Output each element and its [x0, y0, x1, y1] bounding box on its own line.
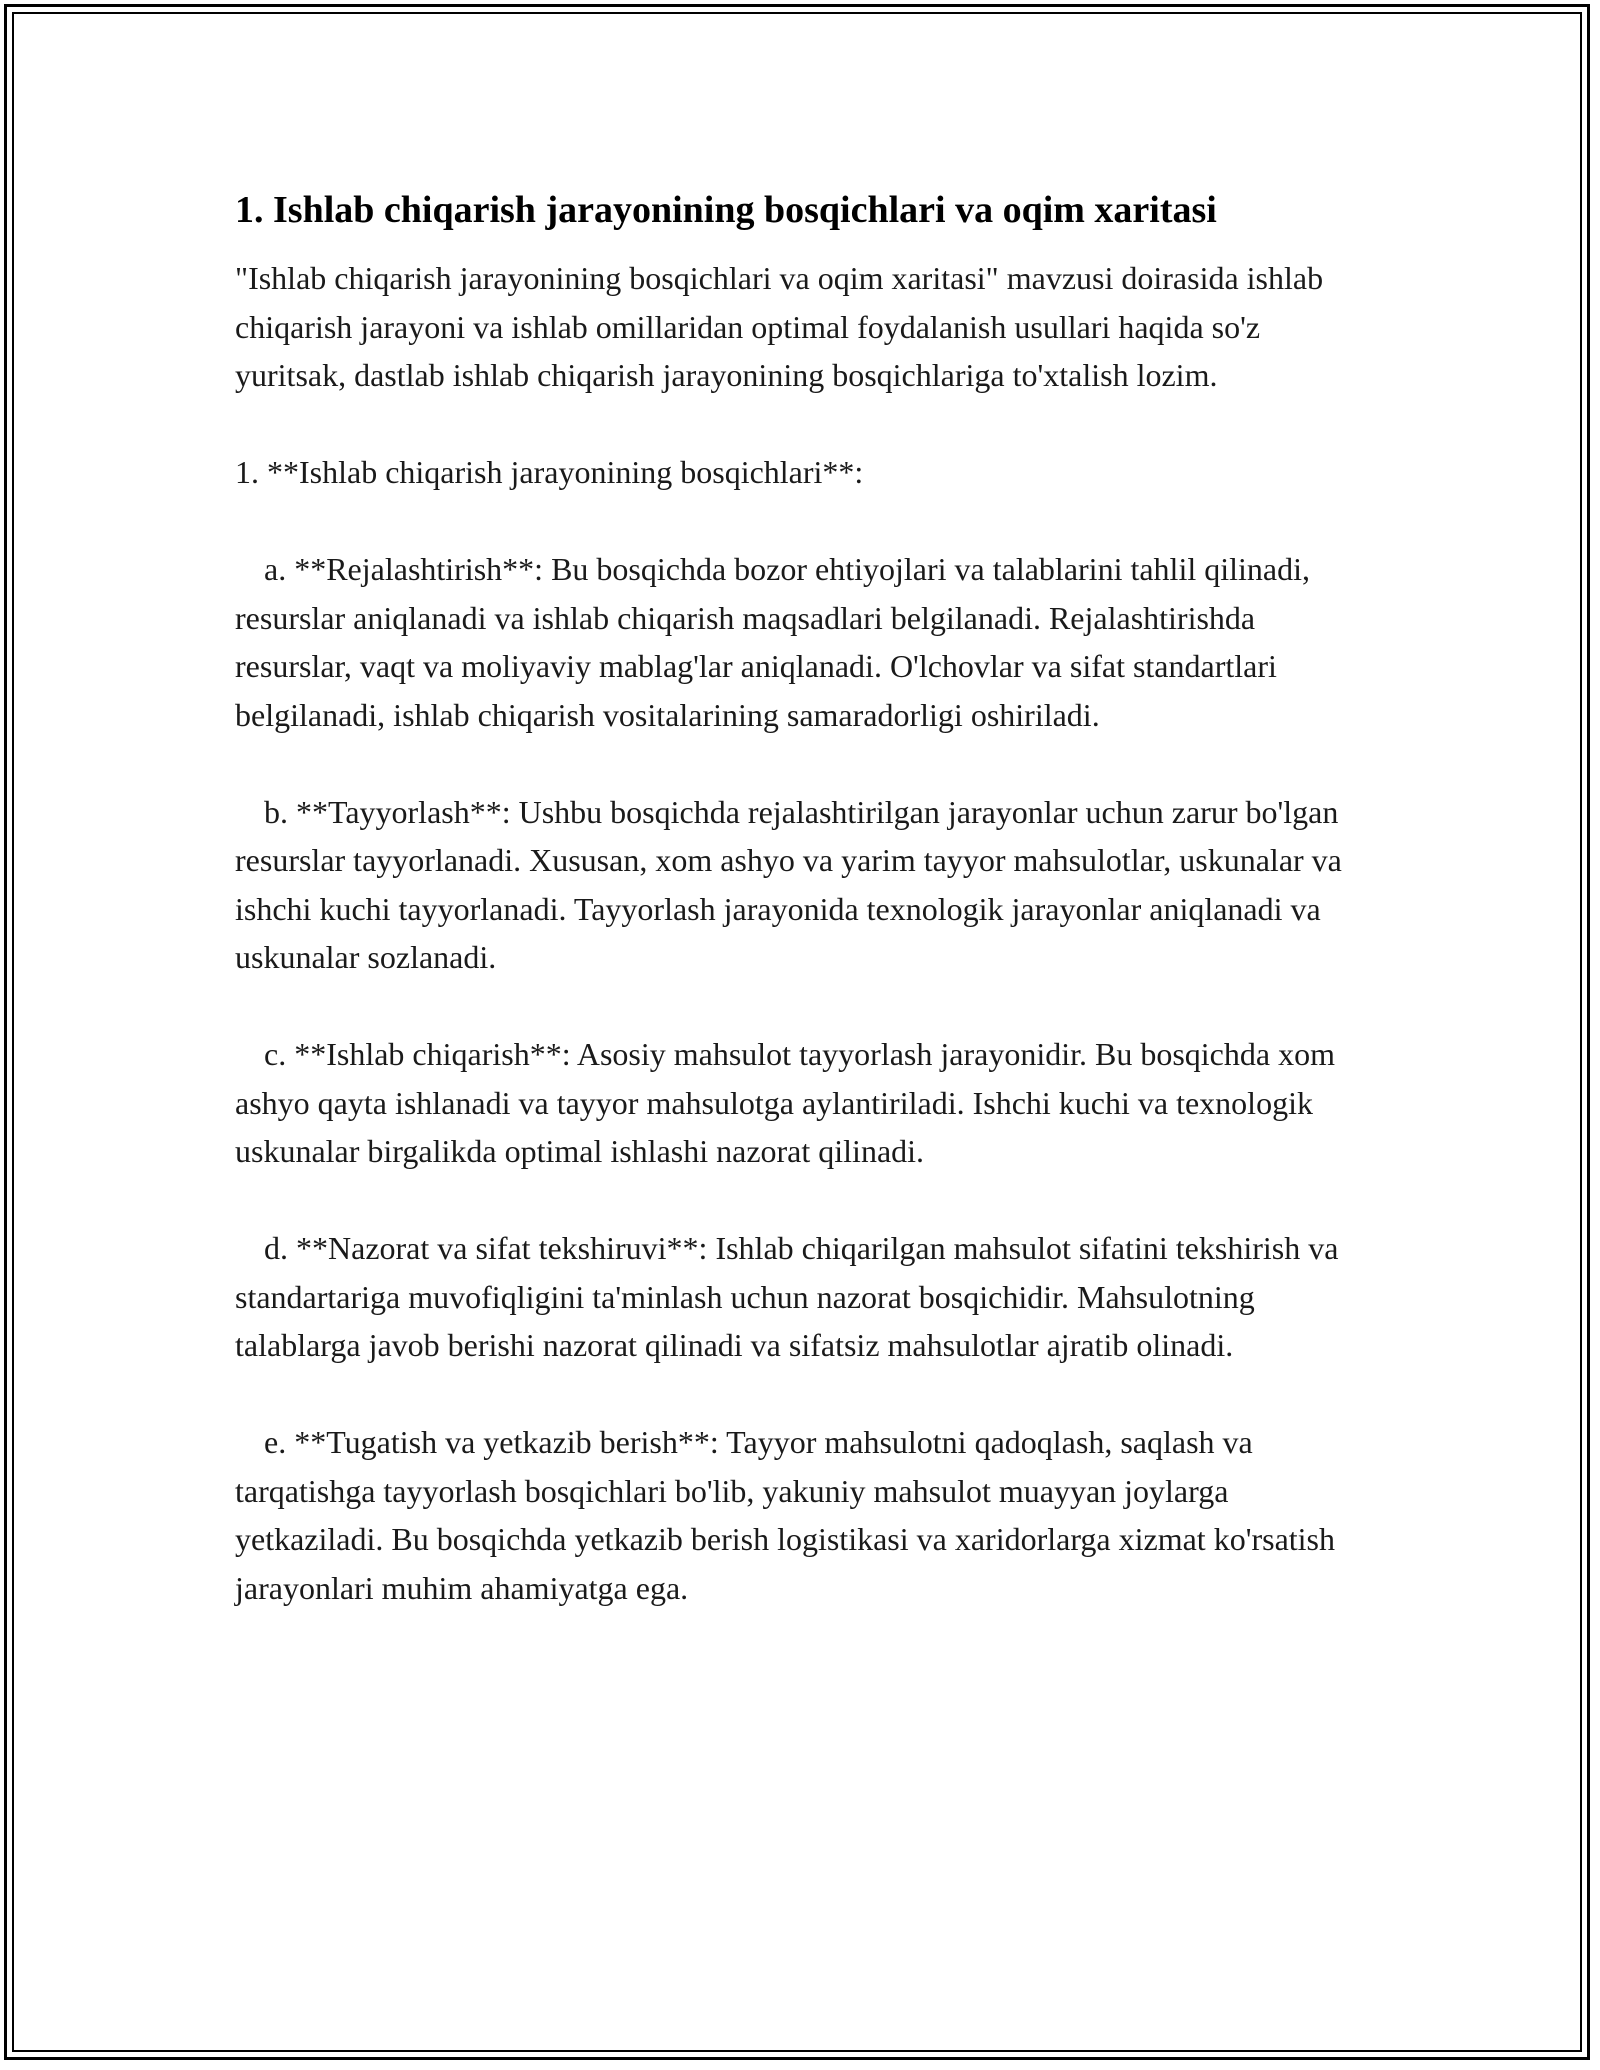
intro-paragraph: "Ishlab chiqarish jarayonining bosqichlari va oqim xaritasi" mavzusi doirasida ishlab chiqarish jarayoni va ishlab omillaridan optimal foydalanish usullari haqida so'z yuritsak, dastlab ishlab chiqarish jarayonining bosqichlariga to'xtalish lozim.	[235, 260, 1324, 393]
list-item-planning: a. **Rejalashtirish**: Bu bosqichda bozor ehtiyojlari va talablarini tahlil qilinadi, resurslar aniqlanadi va ishlab chiqarish maqsadlari belgilanadi. Rejalashtirishda resurslar, vaqt va moliyaviy mablag'lar aniqlanadi. O'lchovlar va sifat standartlari belgilanadi, ishlab chiqarish vositalarining samaradorligi oshiriladi.	[235, 551, 1310, 733]
list-item-quality-control: d. **Nazorat va sifat tekshiruvi**: Ishlab chiqarilgan mahsulot sifatini tekshirish va standartariga muvofiqligini ta'minlash uchun nazorat bosqichidir. Mahsulotning talablarga javob berishi nazorat qilinadi va sifatsiz mahsulotlar ajratib olinadi.	[235, 1230, 1339, 1363]
document-body	[235, 186, 1375, 1661]
document-title: 1. Ishlab chiqarish jarayonining bosqichlari va oqim xaritasi	[235, 189, 1217, 231]
list-heading: 1. **Ishlab chiqarish jarayonining bosqichlari**:	[235, 454, 864, 490]
list-item-production: c. **Ishlab chiqarish**: Asosiy mahsulot tayyorlash jarayonidir. Bu bosqichda xom ashyo qayta ishlanadi va tayyor mahsulotga aylantiriladi. Ishchi kuchi va texnologik uskunalar birgalikda optimal ishlashi nazorat qilinadi.	[235, 1036, 1335, 1169]
list-item-delivery: e. **Tugatish va yetkazib berish**: Tayyor mahsulotni qadoqlash, saqlash va tarqatishga tayyorlash bosqichlari bo'lib, yakuniy mahsulot muayyan joylarga yetkaziladi. Bu bosqichda yetkazib berish logistikasi va xaridorlarga xizmat ko'rsatish jarayonlari muhim ahamiyatga ega.	[235, 1424, 1335, 1606]
list-item-preparation: b. **Tayyorlash**: Ushbu bosqichda rejalashtirilgan jarayonlar uchun zarur bo'lgan resurslar tayyorlanadi. Xususan, xom ashyo va yarim tayyor mahsulotlar, uskunalar va ishchi kuchi tayyorlanadi. Tayyorlash jarayonida texnologik jarayonlar aniqlanadi va uskunalar sozlanadi.	[235, 793, 1342, 975]
